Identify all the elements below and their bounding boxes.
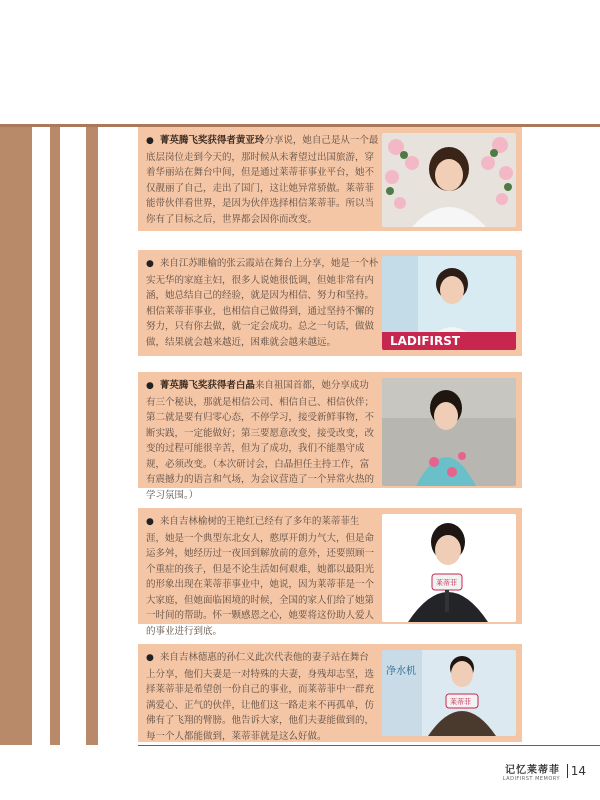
bullet-icon: ● bbox=[146, 381, 154, 391]
mic-label: 莱蒂菲 bbox=[436, 579, 457, 587]
story-card-3 bbox=[138, 372, 522, 501]
story-card-2 bbox=[138, 250, 522, 356]
footer-subtitle: LADIFIRST MEMORY bbox=[502, 776, 560, 782]
portrait-photo bbox=[382, 133, 516, 227]
decor-stripe bbox=[0, 127, 32, 745]
story-lead: 菁英腾飞奖获得者黄亚玲 bbox=[159, 135, 265, 146]
story-card-4 bbox=[138, 508, 522, 637]
bottom-rule bbox=[138, 745, 600, 746]
story-body: 来自江苏睢榆的张云霞站在舞台上分享，她是一个朴实无华的家庭主妇，很多人说她很低调，但她非常有内涵，她总结自己的经验，就是因为相信、努力和坚持。相信莱蒂菲事业，也相信自己做得到，通过坚持不懈的努力，只有你去做，就一定会成功。总之一句话，做做做，结果就会越来越近，困难就会越来越远。 bbox=[146, 258, 379, 348]
banner-text: LADIFIRST bbox=[390, 334, 461, 348]
story-body: 分享说，她自己是从一个最底层岗位走到今天的，那时候从未奢望过出国旅游，穿着华丽站在舞台中间，但是通过莱蒂菲事业平台，她不仅靓丽了自己，走出了国门，这让她异常骄傲。莱蒂菲能带伙伴看世界，是因为伙伴选择相信莱蒂菲。所以当你有了目标之后，世界都会因你而改变。 bbox=[146, 135, 379, 225]
portrait-photo bbox=[382, 256, 516, 350]
decor-stripe bbox=[50, 127, 60, 745]
page-number: 14 bbox=[567, 764, 586, 778]
story-text bbox=[146, 650, 378, 744]
bullet-icon: ● bbox=[146, 517, 154, 527]
footer-title: 记忆莱蒂菲 bbox=[505, 765, 560, 776]
story-body: 来自吉林德惠的孙仁义此次代表他的妻子站在舞台上分享，他们夫妻是一对特殊的夫妻，身残却志坚，选择莱蒂菲是希望创一份自己的事业，而莱蒂菲中一群充满爱心、正气的伙伴，让他们这一路走来不再孤单，仿佛有了飞翔的臂膀。他告诉大家，他们夫妻能做到的，每一个人都能做到，莱蒂菲就是这么好做。 bbox=[146, 652, 375, 742]
story-text bbox=[146, 378, 378, 503]
portrait-photo bbox=[382, 378, 516, 486]
story-text bbox=[146, 133, 382, 227]
portrait-photo bbox=[382, 514, 516, 622]
story-lead: 菁英腾飞奖获得者白晶 bbox=[159, 380, 255, 391]
story-text bbox=[146, 514, 378, 639]
story-card-5 bbox=[138, 644, 522, 742]
story-body: 来自祖国首都，她分享成功有三个秘诀，那就是相信公司、相信自己、相信伙伴；第二就是要有归零心态，不停学习，接受新鲜事物，不断实践，一定能做好；第三要愿意改变，接受改变，改变的过程可能很辛苦，但为了成功，我们不能墨守成规，必须改变。（本次研讨会，白晶担任主持工作，富有震撼力的语言和气场，为会议营造了一个异常火热的学习氛围。） bbox=[146, 380, 375, 501]
bullet-icon: ● bbox=[146, 136, 154, 146]
bullet-icon: ● bbox=[146, 653, 154, 663]
story-text bbox=[146, 256, 382, 350]
mic-label: 莱蒂菲 bbox=[450, 698, 471, 706]
story-card-1 bbox=[138, 127, 522, 231]
sign-text: 净水机 bbox=[386, 666, 416, 677]
footer bbox=[503, 761, 560, 782]
story-body: 来自吉林榆树的王艳红已经有了多年的莱蒂菲生涯，她是一个典型东北女人，憨厚开朗力气大，但是命运多舛，她经历过一夜回到解放前的意外，还要照顾一个重症的孩子，但是不论生活如何艰难，她都以最阳光的形象出现在莱蒂菲事业中，她说，因为莱蒂菲是一个大家庭，但她面临困境的时候，全国的家人们给了她第一时间的帮助。怀一颗感恩之心，她要将这份助人爱人的事业进行到底。 bbox=[146, 516, 375, 637]
portrait-photo bbox=[382, 650, 516, 736]
bullet-icon: ● bbox=[146, 259, 154, 269]
decor-stripe bbox=[86, 127, 98, 745]
